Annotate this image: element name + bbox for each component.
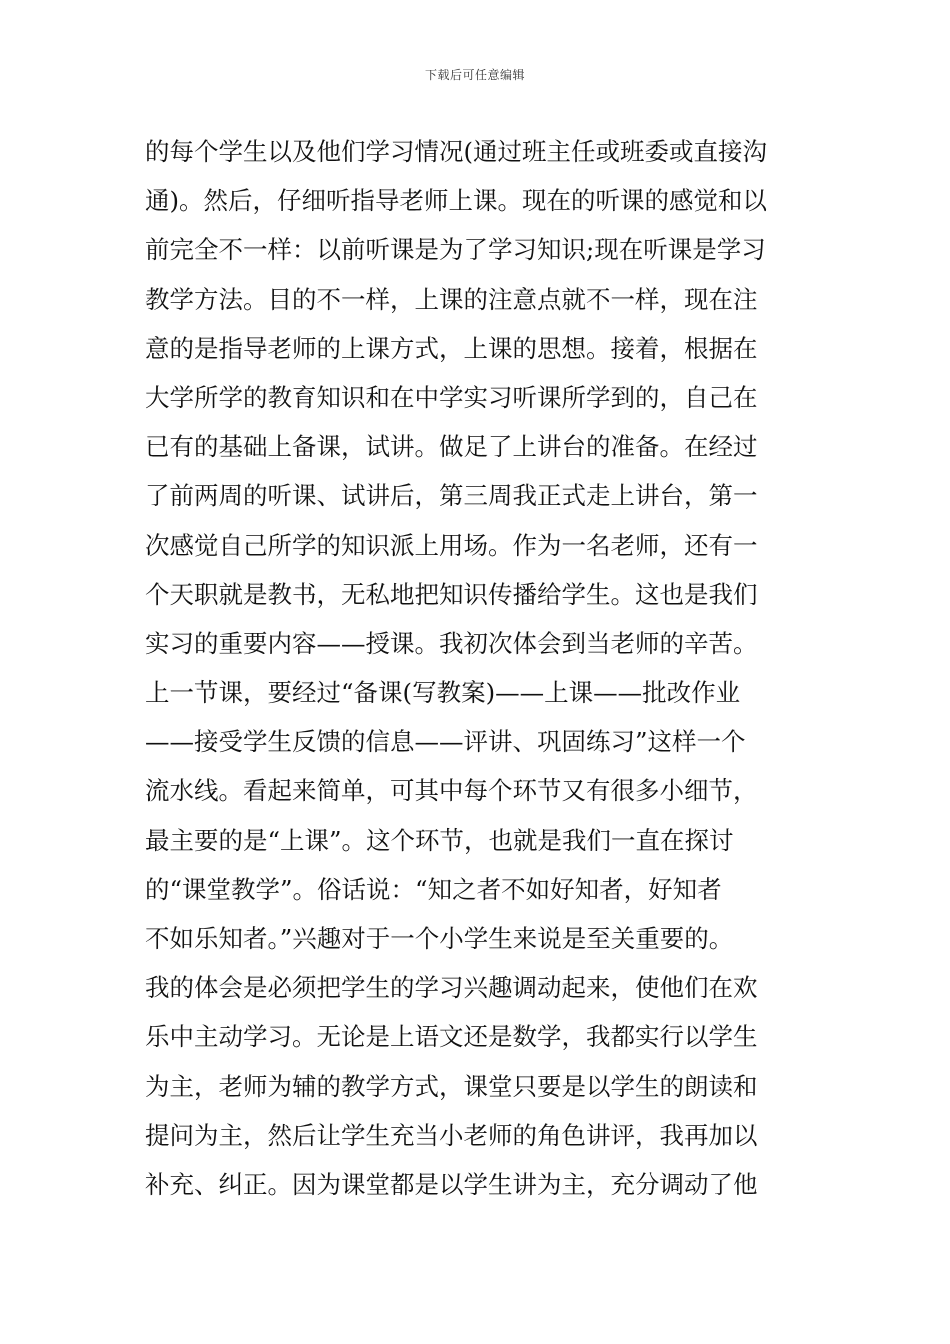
text-line: 的每个学生以及他们学习情况(通过班主任或班委或直接沟 xyxy=(145,137,768,166)
text-line: 我的体会是必须把学生的学习兴趣调动起来，使他们在欢 xyxy=(145,973,758,1003)
text-line: 已有的基础上备课，试讲。做足了上讲台的准备。在经过 xyxy=(145,432,758,462)
text-line: 大学所学的教育知识和在中学实习听课所学到的，自己在 xyxy=(145,382,758,412)
text-line: 了前两周的听课、试讲后，第三周我正式走上讲台，第一 xyxy=(145,481,758,511)
text-line: 最主要的是“上课”。这个环节，也就是我们一直在探讨 xyxy=(145,825,734,855)
text-line: 提问为主，然后让学生充当小老师的角色讲评，我再加以 xyxy=(145,1120,758,1150)
text-line: ——接受学生反馈的信息——评讲、巩固练习”这样一个 xyxy=(145,727,746,757)
text-line: 次感觉自己所学的知识派上用场。作为一名老师，还有一 xyxy=(145,530,758,560)
text-line: 为主，老师为辅的教学方式，课堂只要是以学生的朗读和 xyxy=(145,1071,758,1101)
text-line: 个天职就是教书，无私地把知识传播给学生。这也是我们 xyxy=(145,579,758,609)
page-header: 下载后可任意编辑 xyxy=(424,68,525,82)
text-line: 不如乐知者。”兴趣对于一个小学生来说是至关重要的。 xyxy=(145,924,734,953)
text-line: 的“课堂教学”。俗话说：“知之者不如好知者，好知者 xyxy=(145,874,722,904)
text-line: 实习的重要内容——授课。我初次体会到当老师的辛苦。 xyxy=(145,628,758,658)
text-line: 乐中主动学习。无论是上语文还是数学，我都实行以学生 xyxy=(145,1022,758,1052)
document-body xyxy=(145,127,825,1209)
text-line: 补充、纠正。因为课堂都是以学生讲为主，充分调动了他 xyxy=(145,1169,758,1199)
text-line: 上一节课，要经过“备课(写教案)——上课——批改作业 xyxy=(145,678,741,708)
text-line: 前完全不一样：以前听课是为了学习知识;现在听课是学习 xyxy=(145,235,766,265)
text-line: 意的是指导老师的上课方式，上课的思想。接着，根据在 xyxy=(145,333,758,363)
text-line: 通)。然后，仔细听指导老师上课。现在的听课的感觉和以 xyxy=(145,186,768,216)
text-line: 流水线。看起来简单，可其中每个环节又有很多小细节， xyxy=(145,776,758,806)
text-line: 教学方法。目的不一样，上课的注意点就不一样，现在注 xyxy=(145,284,758,314)
